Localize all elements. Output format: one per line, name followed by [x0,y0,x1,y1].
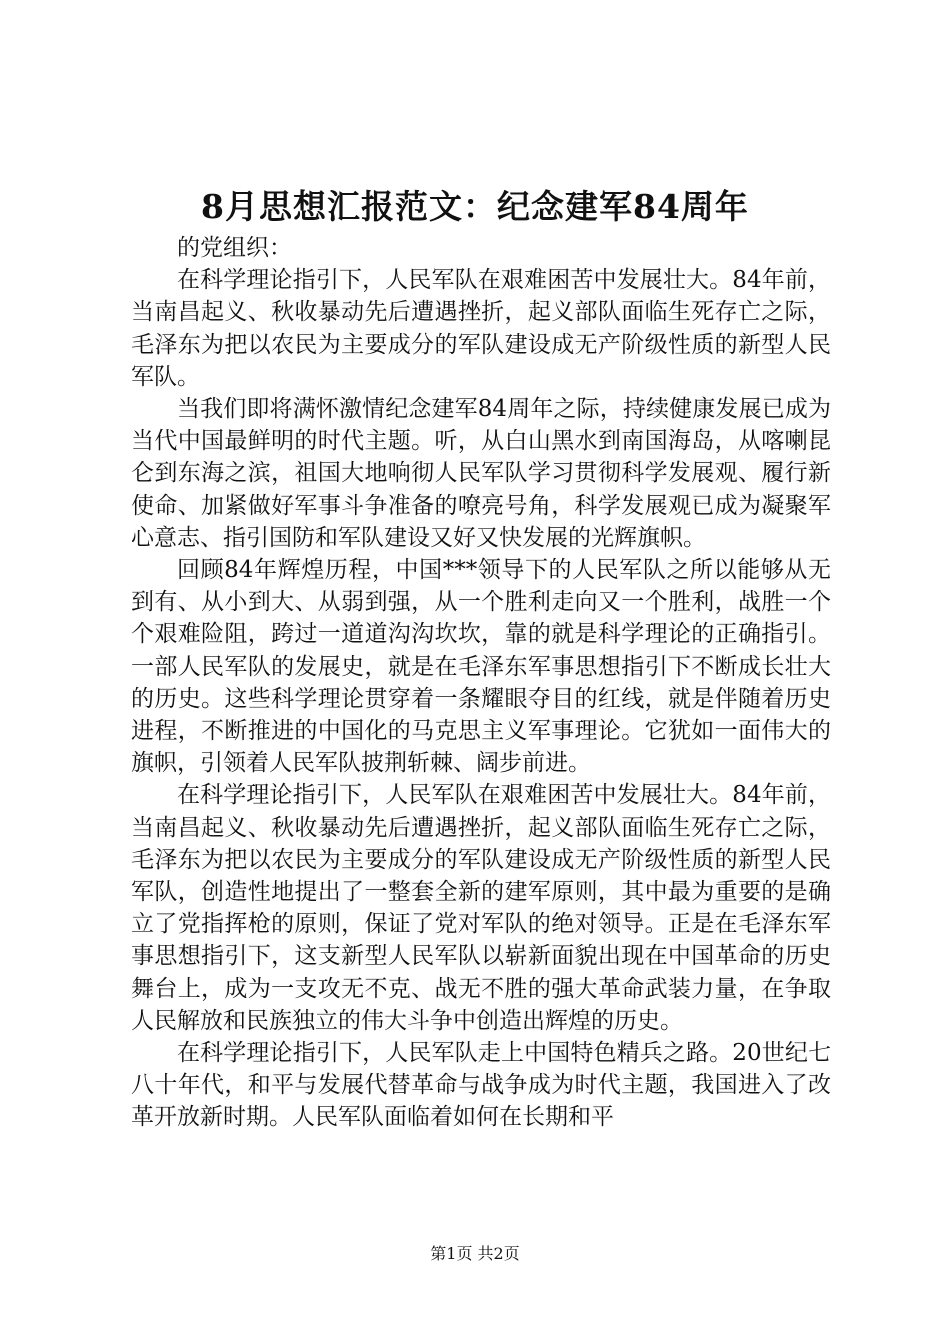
salutation: 的党组织： [177,235,292,261]
paragraph-4: 在科学理论指引下，人民军队在艰难困苦中发展壮大。84年前，当南昌起义、秋收暴动先后遭遇挫折，起义部队面临生死存亡之际，毛泽东为把以农民为主要成分的军队建设成无产阶级性质的新型人民军队，创造性地提出了一整套全新的建军原则，其中最为重要的是确立了党指挥枪的原则，保证了党对军队的绝对领导。正是在毛泽东军事思想指引下，这支新型人民军队以崭新面貌出现在中国革命的历史舞台上，成为一支攻无不克、战无不胜的强大革命武装力量，在争取人民解放和民族独立的伟大斗争中创造出辉煌的历史。 [131,782,831,1034]
page-footer: 第1页 共2页 [430,1244,520,1263]
paragraph-5: 在科学理论指引下，人民军队走上中国特色精兵之路。20世纪七八十年代，和平与发展代替革命与战争成为时代主题，我国进入了改革开放新时期。人民军队面临着如何在长期和平 [131,1040,831,1131]
paragraph-2: 当我们即将满怀激情纪念建军84周年之际，持续健康发展已成为当代中国最鲜明的时代主题。听，从白山黑水到南国海岛，从喀喇昆仑到东海之滨，祖国大地响彻人民军队学习贯彻科学发展观、履行新使命、加紧做好军事斗争准备的嘹亮号角，科学发展观已成为凝聚军心意志、指引国防和军队建设又好又快发展的光辉旗帜。 [131,396,831,551]
paragraph-1: 在科学理论指引下，人民军队在艰难困苦中发展壮大。84年前，当南昌起义、秋收暴动先后遭遇挫折，起义部队面临生死存亡之际，毛泽东为把以农民为主要成分的军队建设成无产阶级性质的新型人民军队。 [131,267,831,390]
document-title: 8月思想汇报范文：纪念建军84周年 [201,187,749,226]
paragraph-3: 回顾84年辉煌历程，中国***领导下的人民军队之所以能够从无到有、从小到大、从弱到强，从一个胜利走向又一个胜利，战胜一个个艰难险阻，跨过一道道沟沟坎坎，靠的就是科学理论的正确指引。一部人民军队的发展史，就是在毛泽东军事思想指引下不断成长壮大的历史。这些科学理论贯穿着一条耀眼夺目的红线，就是伴随着历史进程，不断推进的中国化的马克思主义军事理论。它犹如一面伟大的旗帜，引领着人民军队披荆斩棘、阔步前进。 [131,557,831,777]
document-body [131,232,831,1134]
